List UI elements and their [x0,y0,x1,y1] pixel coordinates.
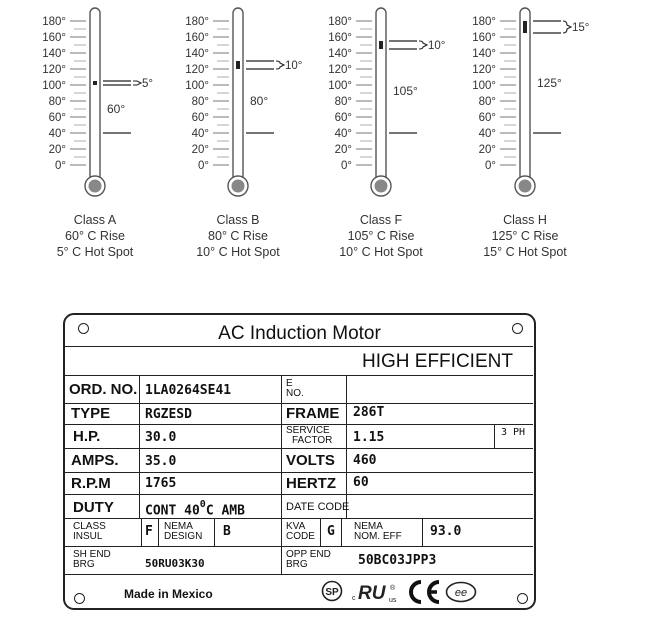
thermometer-bulb-fill [89,180,102,193]
hot-spot-brace [419,41,427,49]
volts-value: 460 [353,453,377,468]
column-divider [422,518,423,546]
frame-label: FRAME [286,405,340,422]
column-divider [494,424,495,448]
thermometer-tube [520,8,530,183]
hot-spot-label: 10° [428,40,446,52]
caption-line: 125° C Rise [491,229,559,243]
scale-tick-label: 160° [328,32,352,44]
row-divider [65,448,533,449]
rise-label: 125° [537,76,562,90]
scale-tick-label: 120° [42,64,66,76]
kva-code-label [286,522,315,542]
column-divider [158,518,159,546]
service-factor-label-line: FACTOR [292,435,333,446]
caption-line: Class H [503,213,547,227]
amps-label: AMPS. [71,452,119,469]
efficiency-rating: HIGH EFFICIENT [362,351,513,372]
scale-tick-label: 140° [42,48,66,60]
rise-label: 80° [250,94,269,108]
scale-tick-label: 60° [478,112,496,124]
opp-end-brg-value: 50BC03JPP3 [358,553,437,568]
caption-line: 60° C Rise [65,229,125,243]
nameplate-title: AC Induction Motor [218,323,381,344]
hertz-value: 60 [353,475,369,490]
caption-class-a [30,212,160,260]
class-insul-value: F [145,524,153,539]
scale-tick-label: 20° [48,144,66,156]
class-insul-label-line: INSUL [73,531,103,542]
country-of-origin: Made in Mexico [124,587,213,601]
scale-tick-label: 100° [328,80,352,92]
rise-label: 105° [393,84,418,98]
duty-degree-mark: 0 [199,499,206,510]
column-divider [139,375,140,518]
thermometer-tube [90,8,100,183]
column-divider [141,518,142,546]
row-divider [65,494,533,495]
nema-design-label-line: NEMA [164,521,193,532]
hot-spot-label: 15° [572,22,590,34]
duty-mode: CONT [145,503,177,519]
thermometer-tube [376,8,386,183]
scale-tick-label: 20° [191,144,209,156]
svg-text:®: ® [390,585,396,592]
svg-text:ee: ee [454,587,468,599]
e-no-label [286,379,304,399]
nema-eff-label [354,522,402,542]
class-insul-label [73,522,106,542]
scale-tick-label: 80° [48,96,66,108]
scale-tick-label: 120° [185,64,209,76]
kva-code-label-line: CODE [286,531,315,542]
scale-tick-label: 80° [478,96,496,108]
caption-class-f [316,212,446,260]
scale-tick-label: 20° [334,144,352,156]
ce-mark-icon [407,579,443,605]
scale-tick-label: 20° [478,144,496,156]
column-divider [341,518,342,546]
scale-tick-label: 0° [198,160,209,172]
scale-tick-label: 40° [334,128,352,140]
nema-eff-label-line: NEMA [354,521,383,532]
rpm-label: R.P.M [71,475,111,492]
scale-tick-label: 140° [472,48,496,60]
scale-tick-label: 60° [334,112,352,124]
hertz-label: HERTZ [286,475,336,492]
column-divider [320,518,321,546]
scale-tick-label: 120° [328,64,352,76]
caption-line: 10° C Hot Spot [339,245,423,259]
thermometer-bulb-fill [232,180,245,193]
scale-tick-label: 40° [48,128,66,140]
row-divider [65,375,533,376]
sh-end-brg-label-line: SH END [73,549,111,560]
scale-tick-label: 60° [191,112,209,124]
caption-line: Class A [73,213,117,227]
hp-label: H.P. [73,428,101,445]
sh-end-brg-label-line: BRG [73,559,95,570]
scale-tick-label: 160° [185,32,209,44]
phase-value: 3 PH [501,427,526,438]
caption-line: Class B [216,213,260,227]
row-divider [65,546,533,547]
hot-spot-label: 5° [142,78,153,90]
hot-spot-brace [563,21,571,33]
scale-tick-label: 140° [185,48,209,60]
frame-value: 286T [353,405,385,420]
scale-tick-label: 180° [185,16,209,28]
scale-tick-label: 100° [42,80,66,92]
caption-class-h [460,212,590,260]
hot-spot-brace [276,61,284,69]
row-divider [65,518,533,519]
class-insul-label-line: CLASS [73,521,106,532]
opp-end-brg-label [286,550,331,570]
nema-design-label-line: DESIGN [164,531,203,542]
ord-no-value: 1LA0264SE41 [145,383,232,398]
nema-eff-label-line: NOM. EFF [354,531,402,542]
nema-eff-value: 93.0 [430,524,462,539]
scale-tick-label: 120° [472,64,496,76]
hp-value: 30.0 [145,430,177,445]
type-label: TYPE [71,405,111,422]
thermometer-bulb-fill [519,180,532,193]
scale-tick-label: 40° [478,128,496,140]
thermometer-bulb-fill [375,180,388,193]
opp-end-brg-label-line: BRG [286,559,308,570]
sh-end-brg-label [73,550,111,570]
row-divider [65,574,533,575]
duty-ambient-unit: C AMB [205,503,245,519]
ord-no-label: ORD. NO. [69,381,138,398]
caption-line: 5° C Hot Spot [56,245,134,259]
hot-spot-fill [523,21,527,33]
svg-text:us: us [389,597,397,604]
nema-design-label [164,522,202,542]
column-divider [214,518,215,546]
svg-text:c: c [352,595,356,602]
duty-value [145,501,245,518]
scale-tick-label: 0° [341,160,352,172]
caption-line: 15° C Hot Spot [483,245,567,259]
hot-spot-fill [379,41,383,49]
hot-spot-fill [236,61,240,69]
hot-spot-label: 10° [285,60,303,72]
scale-tick-label: 80° [334,96,352,108]
scale-tick-label: 180° [472,16,496,28]
rise-label: 60° [107,102,126,116]
rpm-value: 1765 [145,476,177,491]
e-no-label-line: NO. [286,388,304,399]
scale-tick-label: 60° [48,112,66,124]
ul-recognized-mark-icon [352,580,402,606]
sh-end-brg-value: 50RU03K30 [145,557,205,570]
e-no-label-line: E [286,378,293,389]
caption-line: 105° C Rise [347,229,415,243]
type-value: RGZESD [145,407,192,422]
caption-class-b [173,212,303,260]
amps-value: 35.0 [145,454,177,469]
scale-tick-label: 100° [185,80,209,92]
scale-tick-label: 80° [191,96,209,108]
scale-tick-label: 100° [472,80,496,92]
nema-design-value: B [223,524,231,539]
column-divider [281,375,282,574]
date-code-label: DATE CODE [286,501,350,513]
thermometer-tube [233,8,243,183]
caption-line: Class F [359,213,403,227]
scale-tick-label: 180° [42,16,66,28]
hot-spot-brace [133,81,141,85]
duty-label: DUTY [73,499,114,516]
row-divider [65,472,533,473]
caption-line: 80° C Rise [208,229,268,243]
kva-code-value: G [327,524,335,539]
caption-line: 10° C Hot Spot [196,245,280,259]
motor-nameplate [63,313,536,610]
svg-text:RU: RU [358,583,386,604]
scale-tick-label: 160° [472,32,496,44]
volts-label: VOLTS [286,452,335,469]
scale-tick-label: 0° [55,160,66,172]
scale-tick-label: 40° [191,128,209,140]
service-factor-value: 1.15 [353,430,385,445]
row-divider [65,403,533,404]
scale-tick-label: 160° [42,32,66,44]
efficiency-mark-icon [445,581,477,603]
hot-spot-fill [93,81,97,85]
scale-tick-label: 0° [485,160,496,172]
svg-text:SP: SP [325,587,339,598]
csa-mark-icon [321,580,343,602]
row-divider [65,346,533,347]
mounting-hole-icon [74,593,85,604]
kva-code-label-line: KVA [286,521,306,532]
duty-ambient-temp: 40 [184,503,200,519]
scale-tick-label: 140° [328,48,352,60]
mounting-hole-icon [517,593,528,604]
service-factor-label-line: SERVICE [286,425,330,436]
scale-tick-label: 180° [328,16,352,28]
service-factor-label [286,426,332,446]
opp-end-brg-label-line: OPP END [286,549,331,560]
column-divider [346,375,347,518]
